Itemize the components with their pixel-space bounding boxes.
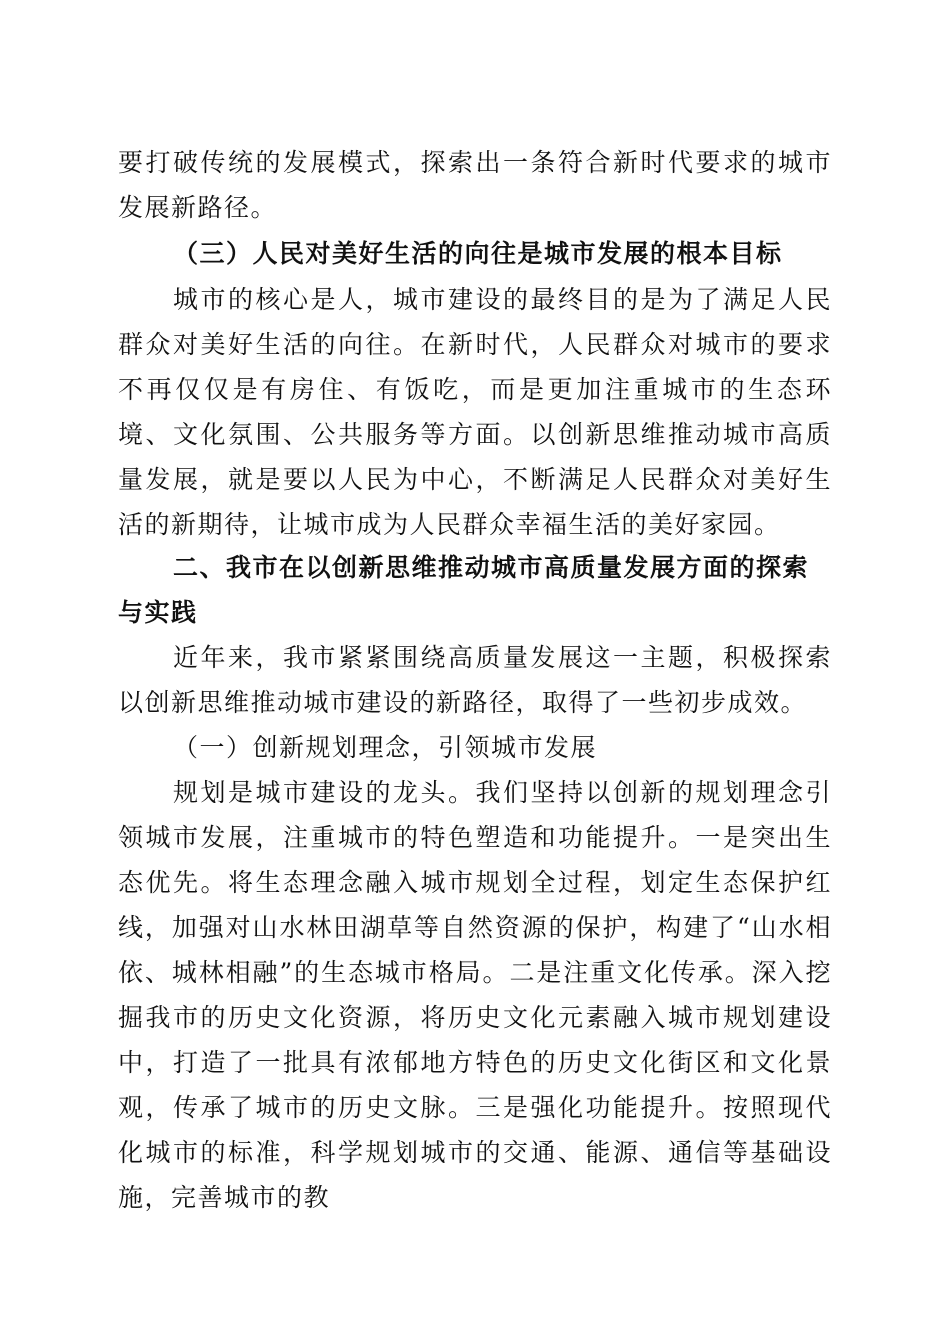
paragraph-continuation: 要打破传统的发展模式，探索出一条符合新时代要求的城市发展新路径。 <box>118 148 832 222</box>
paragraph-people-needs: 城市的核心是人，城市建设的最终目的是为了满足人民群众对美好生活的向往。在新时代，人民群众对城市的要求不再仅仅是有房住、有饭吃，而是更加注重城市的生态环境、文化氛围、公共服务等方面。以创新思维推动城市高质量发展，就是要以人民为中心，不断满足人民群众对美好生活的新期待，让城市成为人民群众幸福生活的美好家园。 <box>118 285 832 539</box>
subsection-heading-1: （一）创新规划理念，引领城市发展 <box>173 733 598 762</box>
paragraph-planning: 规划是城市建设的龙头。我们坚持以创新的规划理念引领城市发展，注重城市的特色塑造和功能提升。一是突出生态优先。将生态理念融入城市规划全过程，划定生态保护红线，加强对山水林田湖草等自然资源的保护，构建了“山水相依、城林相融”的生态城市格局。二是注重文化传承。深入挖掘我市的历史文化资源，将历史文化元素融入城市规划建设中，打造了一批具有浓郁地方特色的历史文化街区和文化景观，传承了城市的历史文脉。三是强化功能提升。按照现代化城市的标准，科学规划城市的交通、能源、通信等基础设施，完善城市的教 <box>118 778 832 1212</box>
section-2-heading: 二、我市在以创新思维推动城市高质量发展方面的探索与实践 <box>118 553 810 627</box>
subsection-heading-3: （三）人民对美好生活的向往是城市发展的根本目标 <box>173 239 783 268</box>
paragraph-intro: 近年来，我市紧紧围绕高质量发展这一主题，积极探索以创新思维推动城市建设的新路径，取得了一些初步成效。 <box>118 643 832 717</box>
